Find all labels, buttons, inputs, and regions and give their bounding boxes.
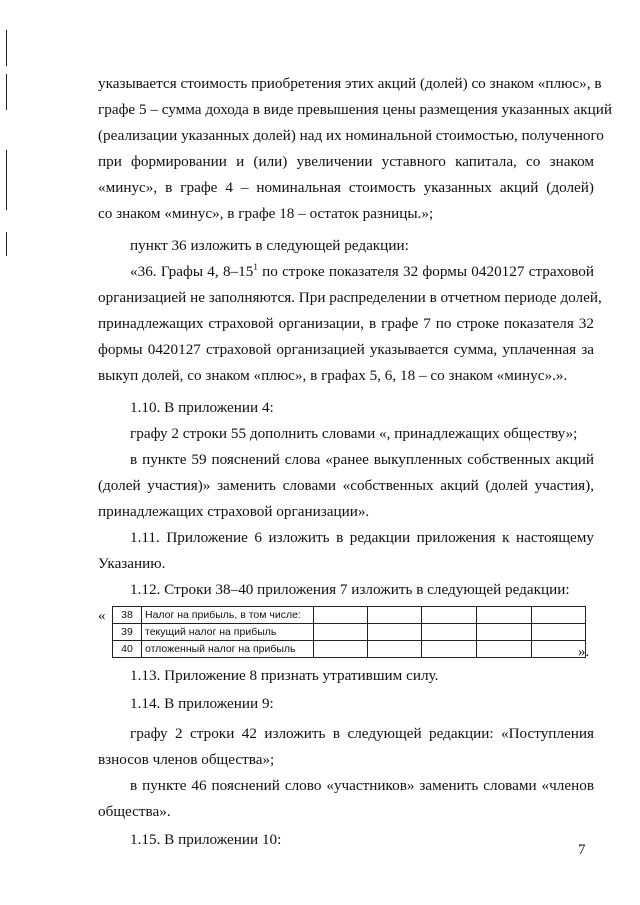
empty-cell [368,607,422,624]
margin-mark [6,74,7,110]
empty-cell [314,607,368,624]
empty-cell [368,624,422,641]
paragraph-text: графу 2 строки 55 дополнить словами «, принадлежащих обществу»; [130,425,578,442]
empty-cell [422,641,477,658]
row-number: 39 [113,624,142,641]
row-label: текущий налог на прибыль [142,624,314,641]
text-line: общества». [98,803,171,820]
empty-cell [477,641,532,658]
text-line: формы 0420127 страховой организацией указывается сумма, уплаченная за [98,341,594,358]
text-span: «36. Графы 4, 8–15 [130,263,254,280]
text-line: (реализации указанных долей) над их номинальной стоимостью, полученного [98,127,604,144]
margin-mark [6,150,7,210]
text-line: при формировании и (или) увеличении уставного капитала, со знаком [98,153,594,170]
section-heading-1-14: 1.14. В приложении 9: [130,695,274,712]
text-line: 1.11. Приложение 6 изложить в редакции приложения к настоящему [130,529,594,546]
section-heading-1-15: 1.15. В приложении 10: [130,831,282,848]
margin-mark [6,30,7,66]
text-line: в пункте 59 пояснений слова «ранее выкупленных собственных акций [130,451,594,468]
text-span: по строке показателя 32 формы 0420127 страховой [257,263,594,280]
text-line: графу 2 строки 42 изложить в следующей редакции: «Поступления [130,725,594,742]
table-row [113,624,586,641]
text-line: в пункте 46 пояснений слово «участников» заменить словами «членов [130,777,594,794]
empty-cell [477,607,532,624]
table-row [113,607,586,624]
section-1-12: 1.12. Строки 38–40 приложения 7 изложить в следующей редакции: [130,581,570,598]
text-line: взносов членов общества»; [98,751,275,768]
row-number: 40 [113,641,142,658]
text-line: указывается стоимость приобретения этих акций (долей) со знаком «плюс», в [98,75,602,92]
text-line [130,262,594,282]
text-line: Указанию. [98,555,166,572]
text-line: принадлежащих страховой организации». [98,503,370,520]
footnote-superscript: 1 [253,261,258,272]
empty-cell [314,641,368,658]
page-number: 7 [578,842,586,858]
empty-cell [314,624,368,641]
text-line: «минус», в графе 4 – номинальная стоимость указанных акций (долей) [98,179,594,196]
quote-close: ». [578,644,590,660]
section-heading-1-10: 1.10. В приложении 4: [130,399,274,416]
empty-cell [532,607,586,624]
text-line: выкуп долей, со знаком «плюс», в графах 5, 6, 18 – со знаком «минус».». [98,367,568,384]
text-line: со знаком «минус», в графе 18 – остаток разницы.»; [98,205,434,222]
row-label: отложенный налог на прибыль [142,641,314,658]
text-line: организацией не заполняются. При распределении в отчетном периоде долей, [98,289,602,306]
quote-open: « [98,608,106,624]
section-1-13: 1.13. Приложение 8 признать утратившим силу. [130,667,439,684]
margin-mark [6,232,7,256]
text-line: принадлежащих страховой организации, в графе 7 по строке показателя 32 [98,315,594,332]
row-number: 38 [113,607,142,624]
text-line: (долей участия)» заменить словами «собственных акций (долей участия), [98,477,594,494]
row-label: Налог на прибыль, в том числе: [142,607,314,624]
paragraph-item-36-intro: пункт 36 изложить в следующей редакции: [130,237,409,254]
report-rows-table [112,606,586,658]
text-line: графе 5 – сумма дохода в виде превышения цены размещения указанных акций [98,101,613,118]
empty-cell [422,607,477,624]
table-row [113,641,586,658]
empty-cell [368,641,422,658]
empty-cell [422,624,477,641]
empty-cell [477,624,532,641]
empty-cell [532,624,586,641]
